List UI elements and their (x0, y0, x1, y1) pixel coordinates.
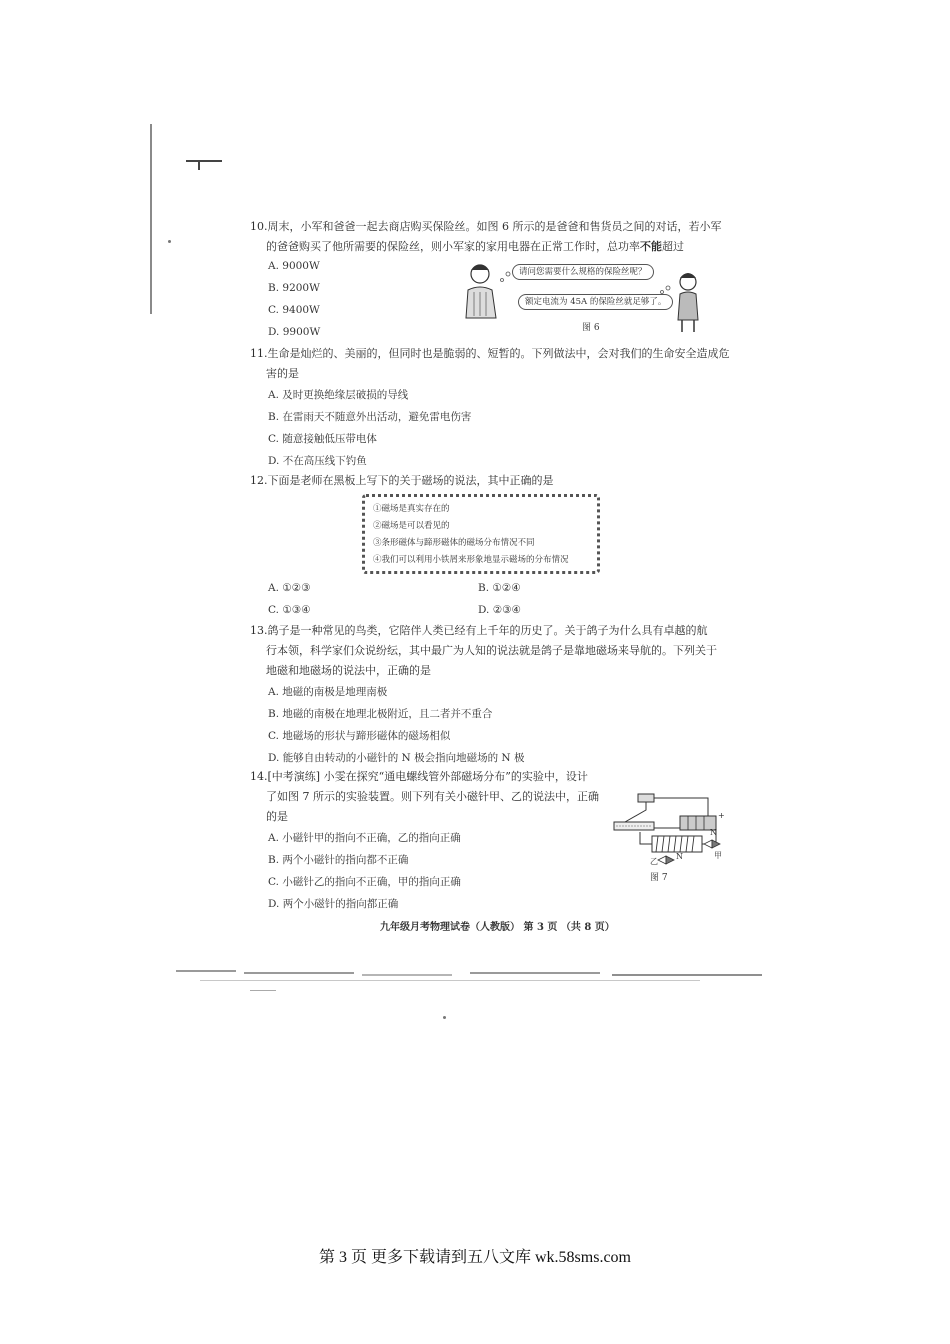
needle-yi-label: 乙 (650, 857, 658, 866)
board-statement-4: ④我们可以利用小铁屑来形象地显示磁场的分布情况 (373, 555, 569, 565)
figure-6 (456, 258, 706, 340)
scan-noise-line (244, 972, 354, 974)
q13-line1: 13.鸽子是一种常见的鸟类，它陪伴人类已经有上千年的历史了。关于鸽子为什么具有卓越的航 (250, 624, 708, 637)
scan-noise-line (200, 980, 700, 981)
dialogue-bubble-assistant: 额定电流为 45A 的保险丝就足够了。 (518, 294, 673, 310)
q13-line3: 地磁和地磁场的说法中，正确的是 (266, 664, 431, 677)
q11-line2: 害的是 (266, 367, 299, 380)
figure-7 (610, 792, 730, 882)
crop-mark (186, 160, 222, 162)
board-statement-1: ①磁场是真实存在的 (373, 504, 450, 514)
q11-option-c: C. 随意接触低压带电体 (268, 433, 377, 445)
q13-option-a: A. 地磁的南极是地理南极 (268, 686, 388, 698)
scan-noise-line (470, 972, 600, 974)
q10-line2: 的爸爸购买了他所需要的保险丝，则小军家的家用电器在正常工作时，总功率不能超过 (266, 240, 684, 253)
q14-option-b: B. 两个小磁针的指向都不正确 (268, 854, 409, 866)
q14-option-c: C. 小磁针乙的指向不正确，甲的指向正确 (268, 876, 461, 888)
q14-option-d: D. 两个小磁针的指向都正确 (268, 898, 399, 910)
scan-speck (168, 240, 171, 243)
q13-option-d: D. 能够自由转动的小磁针的 N 极会指向地磁场的 N 极 (268, 752, 525, 764)
figure-7-caption: 图 7 (650, 873, 668, 883)
q12-option-d: D. ②③④ (478, 604, 521, 616)
q13-option-c: C. 地磁场的形状与蹄形磁体的磁场相似 (268, 730, 451, 742)
q10-option-a: A. 9000W (268, 260, 320, 272)
q14-line1: 14.[中考演练] 小雯在探究“通电螺线管外部磁场分布”的实验中，设计 (250, 770, 588, 783)
q14-line2: 了如图 7 所示的实验装置。则下列有关小磁针甲、乙的说法中，正确 (266, 790, 599, 803)
figure-6-caption: 图 6 (582, 323, 600, 333)
q12-option-b: B. ①②④ (478, 582, 521, 594)
q11-option-d: D. 不在高压线下钓鱼 (268, 455, 367, 467)
q11-option-a: A. 及时更换绝缘层破损的导线 (268, 389, 409, 401)
needle-yi-n-label: N (676, 852, 683, 861)
blackboard-statements (362, 494, 600, 574)
q10-option-b: B. 9200W (268, 282, 320, 294)
scan-noise-line (362, 974, 452, 976)
q10-option-d: D. 9900W (268, 326, 321, 338)
board-statement-3: ③条形磁体与蹄形磁体的磁场分布情况不同 (373, 538, 535, 548)
q14-line3: 的是 (266, 810, 288, 823)
crop-mark-tick (198, 160, 200, 170)
q13-line2: 行本领，科学家们众说纷纭，其中最广为人知的说法就是鸽子是靠地磁场来导航的。下列关于 (266, 644, 717, 657)
figure-7-solenoid-circuit (610, 792, 730, 882)
q14-option-a: A. 小磁针甲的指向不正确，乙的指向正确 (268, 832, 461, 844)
q11-option-b: B. 在雷雨天不随意外出活动，避免雷电伤害 (268, 411, 472, 423)
download-footer: 第 3 页 更多下载请到五八文库 wk.58sms.com (318, 1249, 631, 1266)
dialogue-bubble-customer: 请问您需要什么规格的保险丝呢？ (512, 264, 654, 280)
scan-noise-line (176, 970, 236, 972)
svg-text:+: + (718, 811, 725, 820)
exam-page-footer: 九年级月考物理试卷（人教版） 第 3 页 （共 8 页） (380, 922, 615, 933)
q10-option-c: C. 9400W (268, 304, 320, 316)
scan-edge (150, 124, 152, 314)
q10-line1: 10.周末，小军和爸爸一起去商店购买保险丝。如图 6 所示的是爸爸和售货员之间的对话，若小军 (250, 220, 722, 233)
q12-option-a: A. ①②③ (268, 582, 311, 594)
needle-jia-n-label: N (710, 828, 717, 837)
q11-line1: 11.生命是灿烂的、美丽的，但同时也是脆弱的、短暂的。下列做法中，会对我们的生命安全造成危 (250, 347, 730, 360)
q12-option-c: C. ①③④ (268, 604, 311, 616)
scan-noise-line (612, 974, 762, 976)
scan-noise-line (250, 990, 276, 991)
scan-speck (443, 1016, 446, 1019)
q12-line1: 12.下面是老师在黑板上写下的关于磁场的说法，其中正确的是 (250, 474, 554, 487)
q13-option-b: B. 地磁的南极在地理北极附近，且二者并不重合 (268, 708, 493, 720)
needle-jia-label: 甲 (714, 851, 722, 860)
board-statement-2: ②磁场是可以看见的 (373, 521, 450, 531)
